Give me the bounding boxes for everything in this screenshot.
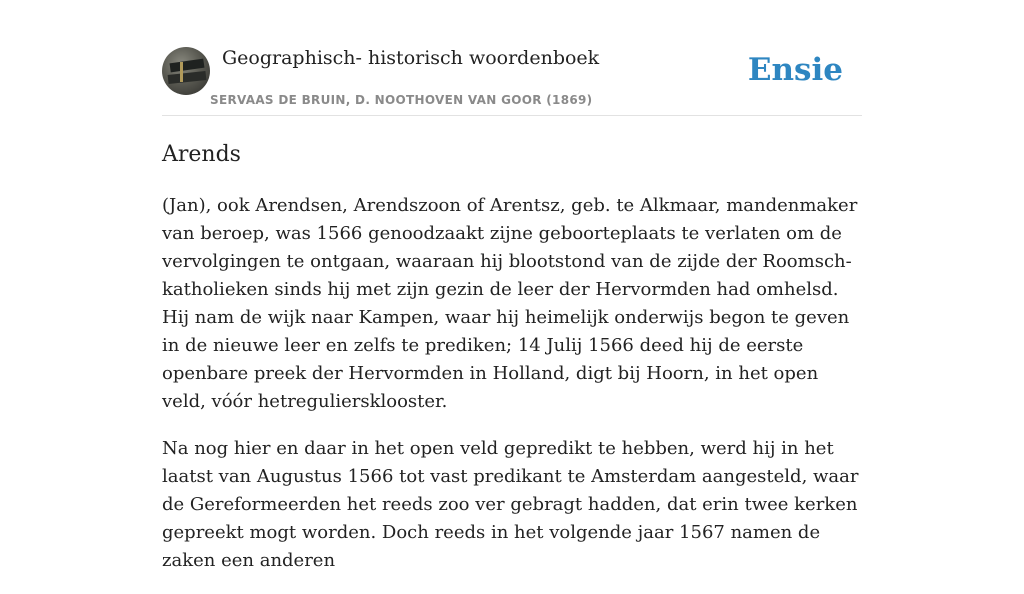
book-stack-icon[interactable]: [162, 47, 210, 95]
book-spine-bottom: [168, 71, 207, 84]
entry-title: Arends: [162, 142, 241, 167]
book-header: [162, 46, 862, 116]
entry-paragraph-1: (Jan), ook Arendsen, Arendszoon of Arentsz, geb. te Alkmaar, mandenmaker van beroep, was 1566 genoodzaakt zijne geboorteplaats te verlaten om de vervolgingen te ontgaan, waaraan hij blootstond van de zijde der Roomsch-katholieken sinds hij met zijn gezin de leer der Hervormden had omhelsd. Hij nam de wijk naar Kampen, waar hij heimelijk onderwijs begon te geven in de nieuwe leer en zelfs te prediken; 14 Julij 1566 deed hij de eerste openbare preek der Hervormden in Holland, digt bij Hoorn, in het open veld, vóór hetreguliersklooster.: [162, 195, 858, 412]
header-divider: [162, 115, 862, 116]
book-band: [180, 62, 183, 82]
book-authors: SERVAAS DE BRUIN, D. NOOTHOVEN VAN GOOR (1869): [210, 93, 593, 107]
book-title[interactable]: Geographisch- historisch woordenboek: [222, 47, 600, 69]
book-spine-top: [170, 59, 205, 73]
document-page: [162, 0, 862, 571]
entry-body: [162, 192, 862, 594]
entry-paragraph-2: Na nog hier en daar in het open veld gepredikt te hebben, werd hij in het laatst van Augustus 1566 tot vast predikant te Amsterdam aangesteld, waar de Gereformeerden het reeds zoo ver gebragt hadden, dat erin twee kerken gepreekt mogt worden. Doch reeds in het volgende jaar 1567 namen de zaken een anderen: [162, 438, 859, 571]
ensie-logo-link[interactable]: Ensie: [747, 52, 843, 88]
